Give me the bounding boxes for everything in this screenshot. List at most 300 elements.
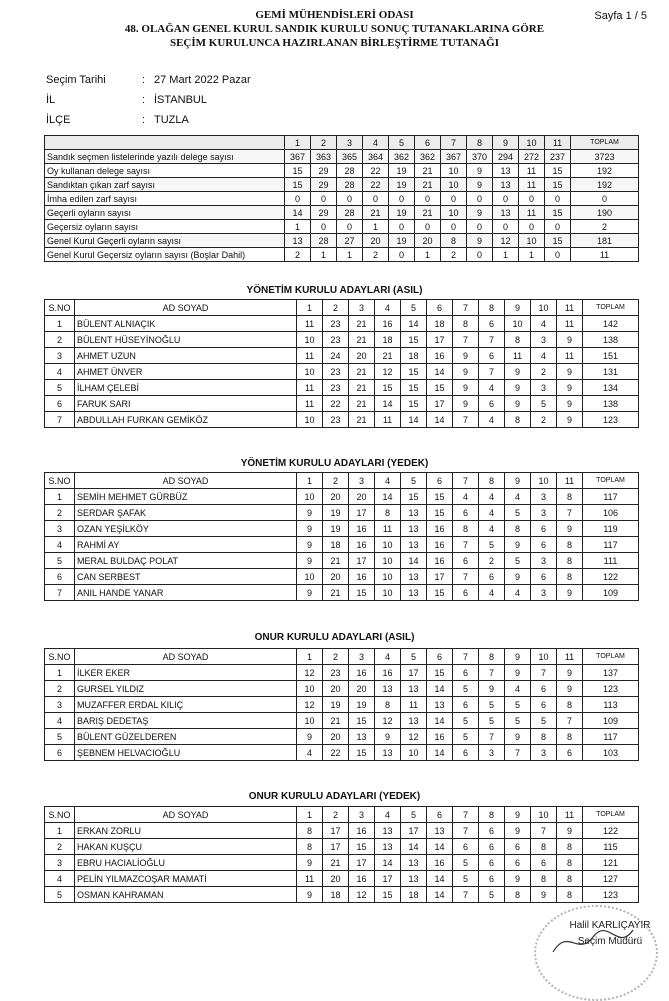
vote-count: 15 — [427, 585, 453, 601]
vote-count: 8 — [531, 871, 557, 887]
vote-count: 13 — [401, 871, 427, 887]
vote-count: 4 — [479, 505, 505, 521]
summary-cell: 8 — [441, 234, 467, 248]
vote-count: 11 — [297, 316, 323, 332]
vote-count: 10 — [297, 713, 323, 729]
summary-cell: 190 — [571, 206, 639, 220]
summary-cell: 363 — [311, 150, 337, 164]
candidate-name: OZAN YEŞİLKÖY — [75, 521, 297, 537]
vote-count: 15 — [375, 380, 401, 396]
vote-count: 13 — [375, 745, 401, 761]
vote-total: 119 — [583, 521, 639, 537]
summary-row-label: Genel Kurul Geçersiz oyların sayısı (Boşlar Dahil) — [45, 248, 285, 262]
summary-cell: 0 — [545, 220, 571, 234]
ballot-box-column-header: 10 — [531, 300, 557, 316]
vote-count: 13 — [401, 537, 427, 553]
vote-count: 20 — [323, 729, 349, 745]
vote-count: 8 — [557, 855, 583, 871]
summary-cell: 10 — [441, 206, 467, 220]
candidate-number: 4 — [45, 537, 75, 553]
vote-count: 9 — [297, 553, 323, 569]
vote-count: 5 — [453, 871, 479, 887]
vote-total: 151 — [583, 348, 639, 364]
candidate-number: 5 — [45, 380, 75, 396]
candidate-name: BÜLENT ALNIAÇIK — [75, 316, 297, 332]
summary-cell: 2 — [363, 248, 389, 262]
vote-count: 9 — [505, 871, 531, 887]
vote-count: 16 — [427, 521, 453, 537]
candidate-row — [45, 412, 639, 428]
summary-cell: 367 — [441, 150, 467, 164]
summary-cell: 1 — [337, 248, 363, 262]
candidate-number: 3 — [45, 521, 75, 537]
summary-cell: 22 — [363, 164, 389, 178]
vote-count: 13 — [427, 697, 453, 713]
summary-cell: 362 — [415, 150, 441, 164]
vote-count: 19 — [349, 697, 375, 713]
summary-cell: 21 — [415, 206, 441, 220]
vote-total: 117 — [583, 537, 639, 553]
summary-cell: 1 — [311, 248, 337, 262]
summary-cell: 192 — [571, 164, 639, 178]
vote-count: 13 — [401, 855, 427, 871]
ballot-box-column-header: 5 — [401, 649, 427, 665]
summary-cell: 272 — [519, 150, 545, 164]
vote-total: 137 — [583, 665, 639, 681]
summary-cell: 29 — [311, 206, 337, 220]
summary-cell: 13 — [493, 164, 519, 178]
ballot-box-column-header: 6 — [427, 807, 453, 823]
vote-count: 14 — [427, 745, 453, 761]
ballot-box-column-header: 4 — [363, 136, 389, 150]
vote-count: 9 — [297, 585, 323, 601]
vote-count: 21 — [349, 364, 375, 380]
vote-count: 16 — [375, 316, 401, 332]
vote-count: 21 — [323, 855, 349, 871]
vote-count: 3 — [531, 745, 557, 761]
vote-count: 14 — [427, 871, 453, 887]
vote-count: 16 — [349, 521, 375, 537]
summary-cell: 11 — [519, 164, 545, 178]
vote-count: 18 — [323, 887, 349, 903]
vote-count: 13 — [349, 729, 375, 745]
vote-count: 14 — [375, 489, 401, 505]
summary-row-label: İmha edilen zarf sayısı — [45, 192, 285, 206]
vote-count: 6 — [531, 537, 557, 553]
candidate-row — [45, 713, 639, 729]
vote-total: 138 — [583, 332, 639, 348]
candidate-name: İLKER EKER — [75, 665, 297, 681]
candidate-number: 6 — [45, 569, 75, 585]
vote-count: 8 — [557, 729, 583, 745]
vote-count: 16 — [427, 348, 453, 364]
vote-total: 123 — [583, 681, 639, 697]
vote-count: 8 — [557, 489, 583, 505]
candidate-number: 7 — [45, 412, 75, 428]
vote-count: 9 — [557, 585, 583, 601]
summary-cell: 294 — [493, 150, 519, 164]
vote-count: 5 — [505, 713, 531, 729]
vote-count: 8 — [453, 316, 479, 332]
vote-total: 122 — [583, 823, 639, 839]
sno-header: S.NO — [45, 649, 75, 665]
section-title: YÖNETİM KURULU ADAYLARI (ASIL) — [246, 285, 423, 296]
vote-count: 15 — [427, 489, 453, 505]
summary-cell: 0 — [311, 192, 337, 206]
candidate-number: 4 — [45, 713, 75, 729]
meta-row-province — [46, 90, 251, 110]
summary-cell: 10 — [441, 164, 467, 178]
vote-count: 3 — [531, 380, 557, 396]
summary-cell: 2 — [571, 220, 639, 234]
summary-cell: 0 — [493, 192, 519, 206]
section-title: ONUR KURULU ADAYLARI (YEDEK) — [248, 791, 421, 802]
vote-count: 9 — [557, 521, 583, 537]
candidate-name: ŞEBNEM HELVACIOĞLU — [75, 745, 297, 761]
vote-count: 7 — [453, 412, 479, 428]
vote-count: 14 — [401, 316, 427, 332]
candidate-number: 2 — [45, 505, 75, 521]
summary-cell: 21 — [415, 164, 441, 178]
candidate-table — [44, 806, 639, 903]
section-title: ONUR KURULU ADAYLARI (ASIL) — [254, 632, 415, 643]
sno-header: S.NO — [45, 807, 75, 823]
vote-count: 4 — [479, 521, 505, 537]
summary-cell: 192 — [571, 178, 639, 192]
ballot-box-column-header: 2 — [311, 136, 337, 150]
ballot-box-column-header: 6 — [415, 136, 441, 150]
summary-row-label: Geçersiz oyların sayısı — [45, 220, 285, 234]
summary-cell: 0 — [337, 192, 363, 206]
summary-row — [45, 234, 639, 248]
summary-cell: 365 — [337, 150, 363, 164]
summary-cell: 0 — [363, 192, 389, 206]
vote-count: 11 — [557, 348, 583, 364]
summary-cell: 0 — [493, 220, 519, 234]
vote-count: 8 — [557, 887, 583, 903]
vote-count: 2 — [531, 412, 557, 428]
summary-cell: 0 — [441, 220, 467, 234]
vote-count: 15 — [349, 745, 375, 761]
ballot-box-column-header: 4 — [375, 807, 401, 823]
candidate-number: 2 — [45, 332, 75, 348]
vote-count: 11 — [557, 316, 583, 332]
vote-count: 21 — [323, 553, 349, 569]
vote-count: 4 — [531, 316, 557, 332]
summary-cell: 11 — [519, 178, 545, 192]
vote-count: 6 — [479, 855, 505, 871]
ballot-box-column-header: 9 — [505, 473, 531, 489]
vote-count: 14 — [401, 412, 427, 428]
summary-cell: 367 — [285, 150, 311, 164]
candidate-number: 7 — [45, 585, 75, 601]
vote-count: 10 — [297, 332, 323, 348]
vote-count: 15 — [375, 887, 401, 903]
vote-count: 18 — [323, 537, 349, 553]
candidate-row — [45, 681, 639, 697]
ballot-box-column-header: 11 — [557, 807, 583, 823]
vote-count: 13 — [375, 823, 401, 839]
candidate-name: ANIL HANDE YANAR — [75, 585, 297, 601]
summary-row — [45, 164, 639, 178]
vote-count: 6 — [479, 839, 505, 855]
summary-cell: 10 — [441, 178, 467, 192]
vote-count: 14 — [427, 681, 453, 697]
vote-count: 6 — [453, 665, 479, 681]
vote-count: 17 — [323, 823, 349, 839]
ballot-box-column-header: 1 — [297, 473, 323, 489]
candidate-name: FARUK SARI — [75, 396, 297, 412]
candidate-number: 2 — [45, 681, 75, 697]
vote-count: 24 — [323, 348, 349, 364]
candidate-name: OSMAN KAHRAMAN — [75, 887, 297, 903]
summary-row — [45, 192, 639, 206]
candidate-row — [45, 665, 639, 681]
ballot-box-column-header: TOPLAM — [571, 136, 639, 150]
document-title — [0, 8, 669, 50]
candidate-row — [45, 380, 639, 396]
vote-count: 8 — [505, 332, 531, 348]
ballot-box-column-header: 8 — [479, 807, 505, 823]
total-header: TOPLAM — [583, 473, 639, 489]
ballot-box-column-header: 3 — [337, 136, 363, 150]
vote-count: 11 — [375, 521, 401, 537]
vote-total: 115 — [583, 839, 639, 855]
vote-count: 17 — [323, 839, 349, 855]
vote-count: 3 — [479, 745, 505, 761]
vote-count: 6 — [453, 505, 479, 521]
vote-count: 9 — [557, 823, 583, 839]
vote-count: 16 — [427, 855, 453, 871]
vote-count: 8 — [297, 839, 323, 855]
vote-count: 14 — [375, 855, 401, 871]
summary-cell: 15 — [545, 164, 571, 178]
summary-cell: 0 — [545, 248, 571, 262]
vote-count: 9 — [453, 396, 479, 412]
vote-count: 6 — [531, 521, 557, 537]
meta-colon: : — [142, 114, 146, 126]
summary-cell: 0 — [467, 192, 493, 206]
ballot-box-column-header: 2 — [323, 473, 349, 489]
vote-count: 17 — [349, 553, 375, 569]
vote-count: 8 — [557, 871, 583, 887]
summary-cell: 237 — [545, 150, 571, 164]
ballot-box-column-header: 2 — [323, 300, 349, 316]
signer-role: Seçim Müdürü — [577, 936, 643, 947]
vote-count: 21 — [323, 713, 349, 729]
ballot-box-column-header: 10 — [531, 649, 557, 665]
vote-count: 5 — [505, 553, 531, 569]
ballot-box-column-header: 3 — [349, 649, 375, 665]
summary-cell: 3723 — [571, 150, 639, 164]
vote-count: 16 — [349, 823, 375, 839]
vote-count: 10 — [297, 569, 323, 585]
vote-count: 14 — [427, 713, 453, 729]
candidate-header-row — [45, 473, 639, 489]
vote-count: 14 — [427, 887, 453, 903]
summary-cell: 0 — [285, 192, 311, 206]
vote-count: 13 — [375, 681, 401, 697]
vote-total: 106 — [583, 505, 639, 521]
candidate-row — [45, 887, 639, 903]
vote-count: 9 — [297, 505, 323, 521]
summary-cell: 0 — [519, 220, 545, 234]
vote-count: 9 — [453, 364, 479, 380]
summary-cell: 28 — [337, 164, 363, 178]
vote-count: 6 — [531, 681, 557, 697]
vote-count: 21 — [349, 412, 375, 428]
vote-count: 7 — [531, 665, 557, 681]
vote-count: 21 — [375, 348, 401, 364]
vote-count: 7 — [557, 713, 583, 729]
vote-total: 113 — [583, 697, 639, 713]
vote-count: 15 — [349, 585, 375, 601]
vote-total: 131 — [583, 364, 639, 380]
vote-count: 5 — [479, 887, 505, 903]
ballot-box-column-header: 3 — [349, 473, 375, 489]
vote-count: 9 — [505, 823, 531, 839]
vote-count: 7 — [479, 364, 505, 380]
summary-cell: 28 — [337, 206, 363, 220]
vote-count: 15 — [401, 380, 427, 396]
vote-count: 8 — [505, 521, 531, 537]
ballot-box-column-header: 2 — [323, 807, 349, 823]
summary-cell: 370 — [467, 150, 493, 164]
vote-count: 8 — [557, 569, 583, 585]
vote-count: 12 — [375, 713, 401, 729]
vote-count: 17 — [427, 569, 453, 585]
vote-count: 7 — [531, 823, 557, 839]
candidate-name: BÜLENT GÜZELDEREN — [75, 729, 297, 745]
summary-cell: 21 — [363, 206, 389, 220]
vote-count: 7 — [453, 537, 479, 553]
candidate-name: BARIŞ DEDETAŞ — [75, 713, 297, 729]
candidate-number: 1 — [45, 316, 75, 332]
candidate-row — [45, 505, 639, 521]
vote-count: 9 — [479, 681, 505, 697]
meta-label: İL — [46, 94, 56, 106]
summary-cell: 29 — [311, 178, 337, 192]
summary-cell: 1 — [519, 248, 545, 262]
vote-count: 21 — [349, 332, 375, 348]
ballot-box-column-header: 4 — [375, 473, 401, 489]
vote-count: 5 — [453, 729, 479, 745]
vote-count: 4 — [531, 348, 557, 364]
vote-count: 8 — [557, 697, 583, 713]
summary-cell: 13 — [493, 206, 519, 220]
summary-row — [45, 248, 639, 262]
total-header: TOPLAM — [583, 649, 639, 665]
vote-count: 10 — [297, 364, 323, 380]
vote-count: 4 — [479, 380, 505, 396]
candidate-name: AHMET ÜNVER — [75, 364, 297, 380]
ballot-box-column-header: 9 — [505, 807, 531, 823]
summary-cell: 0 — [415, 220, 441, 234]
page-number: Sayfa 1 / 5 — [594, 10, 647, 22]
candidate-header-row — [45, 807, 639, 823]
vote-count: 4 — [479, 585, 505, 601]
candidate-name: ABDULLAH FURKAN GEMİKÖZ — [75, 412, 297, 428]
vote-total: 103 — [583, 745, 639, 761]
vote-count: 13 — [401, 521, 427, 537]
candidate-row — [45, 316, 639, 332]
summary-cell: 0 — [337, 220, 363, 234]
vote-count: 9 — [557, 332, 583, 348]
vote-count: 17 — [349, 855, 375, 871]
vote-count: 7 — [479, 729, 505, 745]
vote-count: 6 — [479, 823, 505, 839]
vote-count: 16 — [349, 871, 375, 887]
vote-count: 5 — [479, 537, 505, 553]
vote-count: 14 — [427, 412, 453, 428]
candidate-row — [45, 569, 639, 585]
name-header: AD SOYAD — [75, 473, 297, 489]
sno-header: S.NO — [45, 473, 75, 489]
candidate-table — [44, 648, 639, 761]
summary-cell: 9 — [467, 178, 493, 192]
vote-count: 7 — [505, 745, 531, 761]
vote-count: 8 — [557, 537, 583, 553]
signer-name: Halil KARLIÇAYIR — [569, 920, 651, 931]
name-header: AD SOYAD — [75, 300, 297, 316]
ballot-box-column-header: 6 — [427, 300, 453, 316]
meta-colon: : — [142, 74, 146, 86]
vote-count: 17 — [427, 332, 453, 348]
summary-cell: 1 — [363, 220, 389, 234]
vote-count: 9 — [505, 665, 531, 681]
vote-count: 21 — [349, 316, 375, 332]
ballot-box-column-header: 9 — [505, 300, 531, 316]
vote-count: 10 — [375, 569, 401, 585]
vote-count: 15 — [401, 489, 427, 505]
candidate-number: 6 — [45, 745, 75, 761]
ballot-box-column-header: 5 — [389, 136, 415, 150]
ballot-box-column-header: 10 — [531, 473, 557, 489]
ballot-box-column-header: 5 — [401, 473, 427, 489]
vote-count: 16 — [427, 553, 453, 569]
summary-row — [45, 178, 639, 192]
vote-count: 11 — [297, 348, 323, 364]
ballot-box-column-header: 10 — [519, 136, 545, 150]
vote-count: 9 — [505, 364, 531, 380]
vote-count: 5 — [505, 505, 531, 521]
vote-count: 7 — [453, 332, 479, 348]
meta-value: 27 Mart 2022 Pazar — [154, 74, 251, 86]
summary-cell: 13 — [285, 234, 311, 248]
vote-count: 8 — [531, 729, 557, 745]
vote-count: 16 — [349, 569, 375, 585]
vote-count: 7 — [479, 332, 505, 348]
vote-count: 7 — [453, 823, 479, 839]
vote-count: 21 — [323, 585, 349, 601]
vote-count: 5 — [531, 713, 557, 729]
vote-count: 13 — [401, 713, 427, 729]
vote-count: 6 — [505, 839, 531, 855]
candidate-number: 5 — [45, 553, 75, 569]
vote-count: 20 — [323, 681, 349, 697]
vote-count: 15 — [427, 505, 453, 521]
vote-count: 6 — [479, 569, 505, 585]
candidate-number: 1 — [45, 823, 75, 839]
vote-total: 127 — [583, 871, 639, 887]
ballot-box-column-header: 2 — [323, 649, 349, 665]
summary-cell: 21 — [415, 178, 441, 192]
ballot-box-column-header: 3 — [349, 807, 375, 823]
name-header: AD SOYAD — [75, 807, 297, 823]
vote-total: 138 — [583, 396, 639, 412]
candidate-number: 6 — [45, 396, 75, 412]
candidate-number: 3 — [45, 348, 75, 364]
